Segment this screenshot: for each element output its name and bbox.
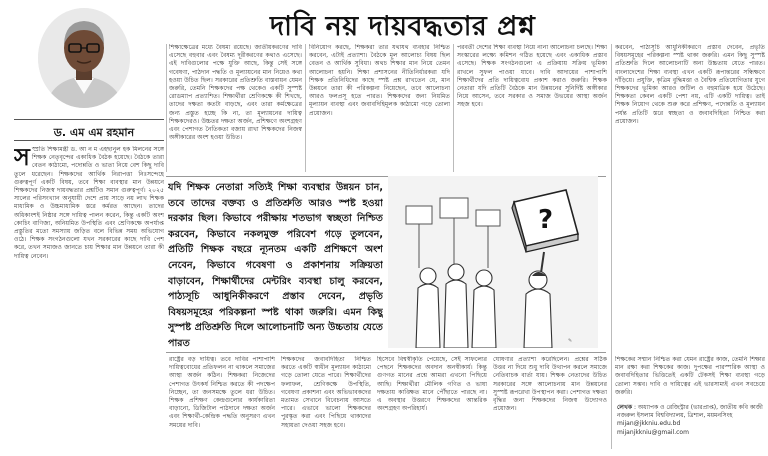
article-column-4 [457, 44, 607, 172]
lower-column-4 [493, 356, 607, 452]
column-divider [166, 44, 167, 172]
column-text: হিসেবে বিশ্বস্বীকৃতি পেয়েছে, সেই সাফল্যের পেছনে শিক্ষকদের অবদান অনস্বীকার্য। কিন্তু গুণগত মানের প্রশ্নে আমরা এখনো পিছিয়ে আছি। শিক্ষার্থীরা মৌলিক গণিত ও ভাষা দক্ষতায় কাঙ্ক্ষিত মানে পৌঁছাতে পারছে না। এ অবস্থার উত্তরণে শিক্ষকদের আন্তরিক অংশগ্রহণ অপরিহার্য। [377, 356, 487, 413]
author-note: লেখক : অধ্যাপক ও রেজিস্ট্রার (ভারপ্রাপ্ত), জাতীয় কবি কাজী নজরুল ইসলাম বিশ্ববিদ্যালয়, ত্রিশাল, ময়মনসিংহ mijan@jkkniu.edu.bd mijanjkkniu@gmail.com [617, 404, 763, 436]
author-email-2[interactable]: mijanjkkniu@gmail.com [617, 428, 689, 436]
lower-column-3 [377, 356, 487, 452]
article-column-5 [615, 44, 765, 400]
column-text: বিনিয়োগ করছে, শিক্ষকরা তার যথাযথ ব্যবহার নিশ্চিত করবেন, এটাই প্রত্যাশা। বৈঠকে মূল আলোচ্য বিষয় ছিল বেতন ও আর্থিক সুবিধা। অথচ শিক্ষার মান নিয়ে তেমন আলোচনা হয়নি। শিক্ষা প্রশাসনের নীতিনির্ধারকরা যদি শিক্ষক প্রতিনিধিদের কাছে স্পষ্ট প্রশ্ন রাখতেন যে, মান উন্নয়নে তারা কী পরিকল্পনা নিয়েছেন, তবে আলোচনা আরও ফলপ্রসূ হতে পারত। শিক্ষকদের জন্য নিয়মিত মূল্যায়ন ব্যবস্থা এবং জবাবদিহিমূলক কাঠামো গড়ে তোলা প্রয়োজন। [309, 44, 450, 117]
author-email-1[interactable]: mijan@jkkniu.edu.bd [617, 420, 681, 428]
author-byline: ড. এম এম রহমান [53, 126, 135, 139]
feature-rule-bottom [166, 352, 606, 353]
editorial-cartoon [388, 176, 598, 348]
column-text: করবেন, পাঠ্যসূচি আধুনিকীকরণে প্রস্তাব দেবেন, প্রভৃতি বিষয়সমূহের পরিকল্পনা স্পষ্ট থাকা জরুরি। এমন কিছু সুস্পষ্ট প্রতিশ্রুতি দিলে আলোচনাটি অন্য উচ্চতায় যেতে পারত। বাংলাদেশের শিক্ষা ব্যবস্থা এখন একটি রূপান্তরের সন্ধিক্ষণে দাঁড়িয়ে। প্রযুক্তি, কৃত্রিম বুদ্ধিমত্তা ও বৈশ্বিক প্রতিযোগিতার যুগে শিক্ষকদের ভূমিকা আরও জটিল ও বহুমাত্রিক হয়ে উঠেছে। শিক্ষকতা কেবল একটি পেশা নয়, এটি একটি দায়িত্ব। তাই শিক্ষক নিয়োগ থেকে শুরু করে প্রশিক্ষণ, পদোন্নতি ও মূল্যায়ন পর্যন্ত প্রতিটি স্তরে স্বচ্ছতা ও জবাবদিহিতা নিশ্চিত করা প্রয়োজন। [615, 44, 765, 125]
headline: দাবি নয় দায়বদ্ধতার প্রশ্ন [270, 11, 536, 42]
article-column-2 [169, 44, 302, 172]
byline-rule-top [14, 119, 164, 120]
column-text: শিক্ষকদের জবাবদিহিতা নিশ্চিত করতে একটি স্বাধীন মূল্যায়ন কাঠামো গড়ে তোলা যেতে পারে। শিক্ষার্থীদের ফলাফল, শ্রেণিকক্ষে উপস্থিতি, গবেষণা প্রকাশনা এবং অভিভাবকদের মতামত সেখানে বিবেচনায় আসতে পারে। এভাবে ভালো শিক্ষকদের পুরস্কৃত করা এবং পিছিয়ে থাকাদের সহায়তা দেওয়া সহজ হবে। [281, 356, 371, 429]
drop-cap: স [14, 146, 30, 171]
article-column-3 [309, 44, 450, 172]
lower-column-2 [281, 356, 371, 452]
author-photo [38, 8, 130, 108]
column-divider [305, 44, 306, 172]
column-text: পরবর্তী দেশের শিক্ষা ব্যবস্থা নিয়ে নানা আলোচনা চলছে। শিক্ষা সংস্কারের লক্ষ্যে কমিশন গঠিত হয়েছে এবং একাধিক প্রস্তাব এসেছে। শিক্ষক সংগঠনগুলো এ প্রক্রিয়ায় সক্রিয় ভূমিকা রাখলে সুফল পাওয়া যাবে। দাবি আদায়ের পাশাপাশি শিক্ষার্থীদের প্রতি দায়িত্ববোধ প্রকাশ করাও জরুরি। শিক্ষক নেতারা যদি প্রতিটি বৈঠকে মান উন্নয়নের সুনির্দিষ্ট অঙ্গীকার নিয়ে আসেন, তবে সরকার ও সমাজ উভয়ের আস্থা অর্জন সহজ হবে। [457, 44, 607, 109]
svg-text:✎: ✎ [568, 338, 573, 344]
byline-rule-bottom [14, 140, 164, 141]
pull-quote: যদি শিক্ষক নেতারা সত্যিই শিক্ষা ব্যবস্থার উন্নয়ন চান, তবে তাদের বক্তব্য ও প্রতিশ্রুতি আরও স্পষ্ট হওয়া দরকার ছিল। কিভাবে পরীক্ষায় শতভাগ স্বচ্ছতা নিশ্চিত করবেন, কিভাবে নকলমুক্ত পরিবেশ গড়ে তুলবেন, প্রতিটি শিক্ষক বছরে ন্যূনতম একটি প্রশিক্ষণে অংশ নেবেন, কিভাবে গবেষণা ও প্রকাশনায় সক্রিয়তা বাড়াবেন, শিক্ষার্থীদের মেন্টরিং ব্যবস্থা চালু করবেন, পাঠ্যসূচি আধুনিকীকরণে প্রস্তাব দেবেন, প্রভৃতি বিষয়সমূহের পরিকল্পনা স্পষ্ট থাকা জরুরি। এমন কিছু সুস্পষ্ট প্রতিশ্রুতি দিলে আলোচনাটি অন্য উচ্চতায় যেতে পারত [168, 182, 383, 349]
lower-column-1 [169, 356, 275, 452]
lower-column-5 [615, 356, 765, 400]
column-divider [611, 44, 612, 449]
column-text: রাষ্ট্রের বড় দায়িত্ব। তবে দাবির পাশাপাশি দায়িত্ববোধের প্রতিফলন না থাকলে সমাজের আস্থা অর্জন কঠিন। শিক্ষকরা নিজেদের পেশাগত উৎকর্ষ নিশ্চিত করতে কী পদক্ষেপ নিচ্ছেন, তা জনসমক্ষে তুলে ধরা উচিত। শিক্ষক প্রশিক্ষণ কেন্দ্রগুলোর কার্যকারিতা বাড়ানো, ডিজিটাল পাঠদানে দক্ষতা অর্জন এবং শিক্ষার্থী-কেন্দ্রিক পদ্ধতি অনুসরণ এখন সময়ের দাবি। [169, 356, 275, 429]
column-text: শিক্ষাক্ষেত্রের মধ্যে বৈষম্য রয়েছে। জাতীয়করণের দাবি এসেছে বহুবার এবং বৈষম্য দূরীকরণের কথাও এসেছে। এই দাবিগুলোর পক্ষে যুক্তি আছে, কিন্তু সেই সঙ্গে গবেষণা, পাঠদান পদ্ধতি ও মূল্যায়নের মান নিয়েও কথা হওয়া উচিত ছিল। সরকারের প্রতিশ্রুতি বাস্তবায়ন যেমন জরুরি, তেমনি শিক্ষকদের পক্ষ থেকেও একটি সুস্পষ্ট রোডম্যাপ প্রত্যাশিত। শিক্ষার্থীরা শ্রেণিকক্ষে কী শিখছে, তাদের দক্ষতা কতটা বাড়ছে, এবং তারা কর্মক্ষেত্রের জন্য প্রস্তুত হচ্ছে কি না, তা মূল্যায়নের দায়িত্ব শিক্ষকদেরও। উচ্চতর দক্ষতা অর্জন, প্রশিক্ষণে অংশগ্রহণ এবং পেশাগত নৈতিকতা বজায় রাখা শিক্ষকদের নিজস্ব অঙ্গীকারের অংশ হওয়া উচিত। [169, 44, 302, 142]
column-text: ঘোষণার প্রত্যাশা করেছিলেন। প্রশ্নের সঠিক উত্তর না দিয়ে শুধু দাবি উত্থাপন করলে সমাজে নেতিবাচক বার্তা যায়। শিক্ষক নেতাদের উচিত সরকারের সঙ্গে আলোচনায় মান উন্নয়নের সুস্পষ্ট রূপরেখা উপস্থাপন করা। পেশাগত দক্ষতা বৃদ্ধির জন্য শিক্ষকদের নিজস্ব উদ্যোগও প্রয়োজন। [493, 356, 607, 413]
column-divider [453, 44, 454, 172]
article-column-1 [14, 146, 164, 452]
cartoon-question-mark: ? [538, 205, 554, 235]
author-note-text: অধ্যাপক ও রেজিস্ট্রার (ভারপ্রাপ্ত), জাতীয় কবি কাজী নজরুল ইসলাম বিশ্ববিদ্যালয়, ত্রিশাল, ময়মনসিংহ [617, 404, 763, 420]
author-note-label: লেখক [617, 404, 633, 411]
column-text: শিক্ষকের সম্মান নিশ্চিত করা যেমন রাষ্ট্রের কাজ, তেমনি শিক্ষার মান রক্ষা করা শিক্ষকের কাজ। দুপক্ষের পারস্পরিক আস্থা ও জবাবদিহিতার ভিত্তিতেই একটি টেকসই শিক্ষা ব্যবস্থা গড়ে তোলা সম্ভব। দাবি ও দায়িত্বের এই ভারসাম্যই এখন সবচেয়ে জরুরি। [615, 356, 765, 396]
column-text: স্প্রতি শিক্ষামন্ত্রী ড. আ ন ম এহছানুল হক মিলনের সঙ্গে শিক্ষক নেতৃবৃন্দের একাধিক বৈঠক হয়েছে। বৈঠকে তারা বেতন কাঠামো, পদোন্নতি ও ভাতা নিয়ে বেশ কিছু দাবি তুলে ধরেছেন। শিক্ষকদের আর্থিক নিরাপত্তা নিঃসন্দেহে গুরুত্বপূর্ণ একটি বিষয়, তবে শিক্ষা ব্যবস্থার মান উন্নয়নে শিক্ষকদের নিজস্ব দায়বদ্ধতার প্রশ্নটিও সমান গুরুত্বপূর্ণ। ২০২৫ সালের পরিসংখ্যান অনুযায়ী দেশে প্রায় সাড়ে নয় লাখ শিক্ষক মাধ্যমিক ও উচ্চমাধ্যমিক স্তরে কর্মরত আছেন। তাদের অধিকাংশই নিষ্ঠার সঙ্গে দায়িত্ব পালন করেন, কিন্তু একটি অংশ কোচিং বাণিজ্য, অনিয়মিত উপস্থিতি এবং শ্রেণিকক্ষে অপর্যাপ্ত প্রস্তুতির মতো সমস্যায় জড়িত বলে বিভিন্ন সময় অভিযোগ ওঠে। শিক্ষক সংগঠনগুলো যখন সরকারের কাছে দাবি পেশ করে, তখন সমাজও জানতে চায় শিক্ষার মান উন্নয়নে তারা কী দায়িত্ব নেবেন। [14, 146, 164, 260]
